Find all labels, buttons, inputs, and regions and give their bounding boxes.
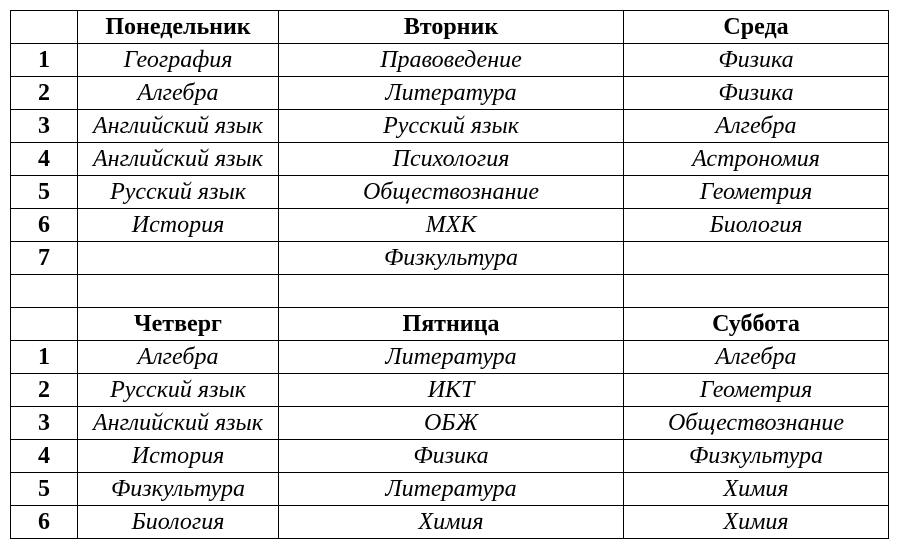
table-row [11,176,889,209]
header-corner-cell [11,11,78,44]
lesson-number: 4 [11,440,78,473]
subject-cell: Физика [624,44,889,77]
lesson-number: 2 [11,77,78,110]
day-header-friday: Пятница [279,308,624,341]
table-row [11,77,889,110]
header-corner-cell [11,308,78,341]
subject-cell: Физика [624,77,889,110]
table-row [11,209,889,242]
subject-cell: Алгебра [78,341,279,374]
table-row [11,440,889,473]
day-header-saturday: Суббота [624,308,889,341]
subject-cell: Геометрия [624,374,889,407]
lesson-number: 5 [11,176,78,209]
subject-cell: Русский язык [78,374,279,407]
lesson-number: 4 [11,143,78,176]
subject-cell: География [78,44,279,77]
spacer-row [11,275,889,308]
subject-cell: Химия [624,506,889,539]
day-header-tuesday: Вторник [279,11,624,44]
day-header-wednesday: Среда [624,11,889,44]
subject-cell [624,242,889,275]
table-row [11,407,889,440]
lesson-number: 6 [11,506,78,539]
subject-cell: Правоведение [279,44,624,77]
day-header-row [11,308,889,341]
table-row [11,143,889,176]
subject-cell [78,242,279,275]
subject-cell: Биология [78,506,279,539]
subject-cell: Физкультура [624,440,889,473]
subject-cell: Физика [279,440,624,473]
subject-cell: ОБЖ [279,407,624,440]
lesson-number: 6 [11,209,78,242]
empty-cell [624,275,889,308]
subject-cell: Физкультура [78,473,279,506]
day-header-monday: Понедельник [78,11,279,44]
subject-cell: Обществознание [279,176,624,209]
empty-cell [78,275,279,308]
subject-cell: Литература [279,77,624,110]
day-header-thursday: Четверг [78,308,279,341]
lesson-number: 1 [11,341,78,374]
subject-cell: История [78,440,279,473]
subject-cell: Физкультура [279,242,624,275]
table-row [11,374,889,407]
subject-cell: ИКТ [279,374,624,407]
subject-cell: Астрономия [624,143,889,176]
lesson-number: 1 [11,44,78,77]
table-row [11,473,889,506]
subject-cell: Английский язык [78,143,279,176]
subject-cell: Алгебра [624,341,889,374]
table-row [11,242,889,275]
subject-cell: Биология [624,209,889,242]
table-row [11,341,889,374]
subject-cell: Русский язык [279,110,624,143]
subject-cell: Алгебра [78,77,279,110]
subject-cell: Химия [279,506,624,539]
lesson-number: 3 [11,110,78,143]
day-header-row [11,11,889,44]
subject-cell: Химия [624,473,889,506]
subject-cell: Психология [279,143,624,176]
lesson-number: 5 [11,473,78,506]
subject-cell: Алгебра [624,110,889,143]
subject-cell: Геометрия [624,176,889,209]
table-row [11,44,889,77]
subject-cell: МХК [279,209,624,242]
table-row [11,110,889,143]
subject-cell: Английский язык [78,407,279,440]
subject-cell: Литература [279,341,624,374]
schedule-table [10,10,889,539]
subject-cell: Обществознание [624,407,889,440]
empty-cell [11,275,78,308]
subject-cell: История [78,209,279,242]
lesson-number: 3 [11,407,78,440]
table-row [11,506,889,539]
subject-cell: Английский язык [78,110,279,143]
subject-cell: Русский язык [78,176,279,209]
lesson-number: 7 [11,242,78,275]
subject-cell: Литература [279,473,624,506]
lesson-number: 2 [11,374,78,407]
empty-cell [279,275,624,308]
